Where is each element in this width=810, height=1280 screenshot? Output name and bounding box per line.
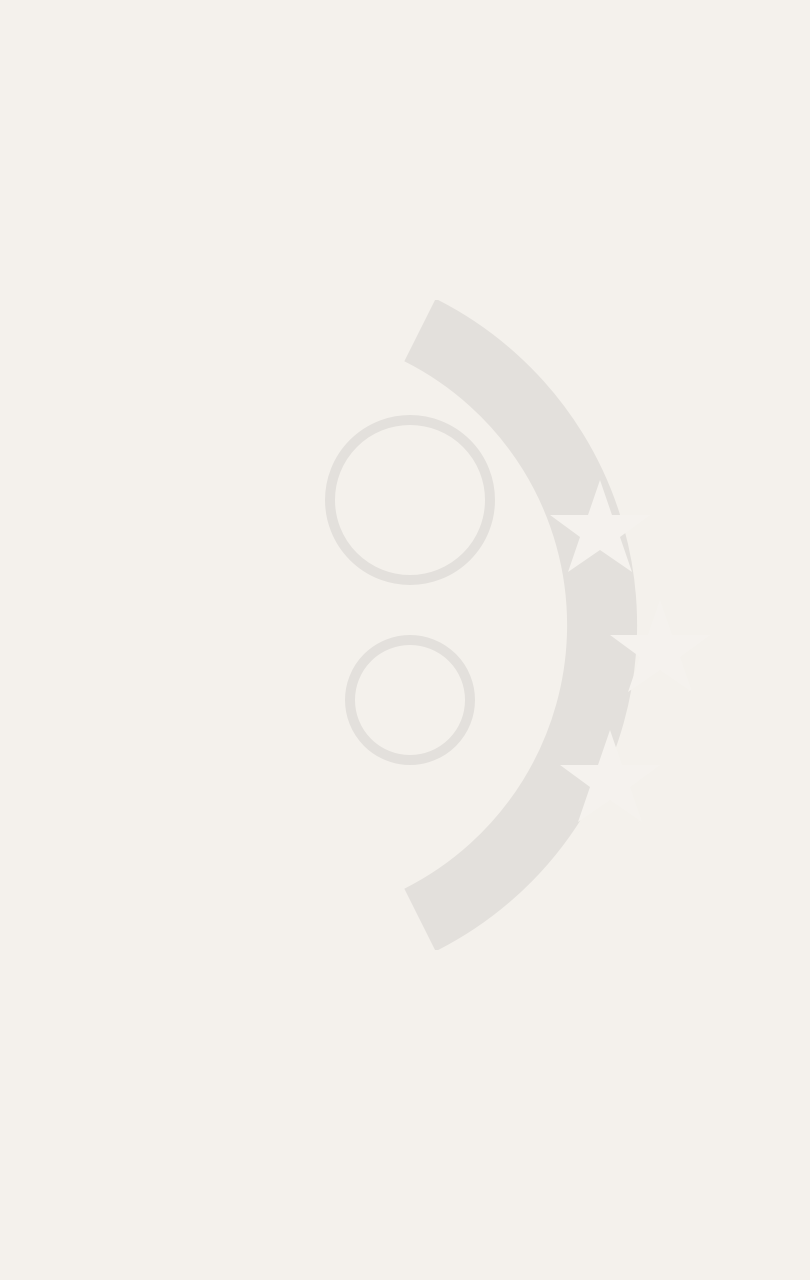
- seal-watermark-icon: [300, 300, 770, 950]
- essay-paragraph-1: [92, 158, 788, 178]
- page-footer: [380, 1198, 416, 1214]
- essay-paragraph-2: [92, 256, 788, 276]
